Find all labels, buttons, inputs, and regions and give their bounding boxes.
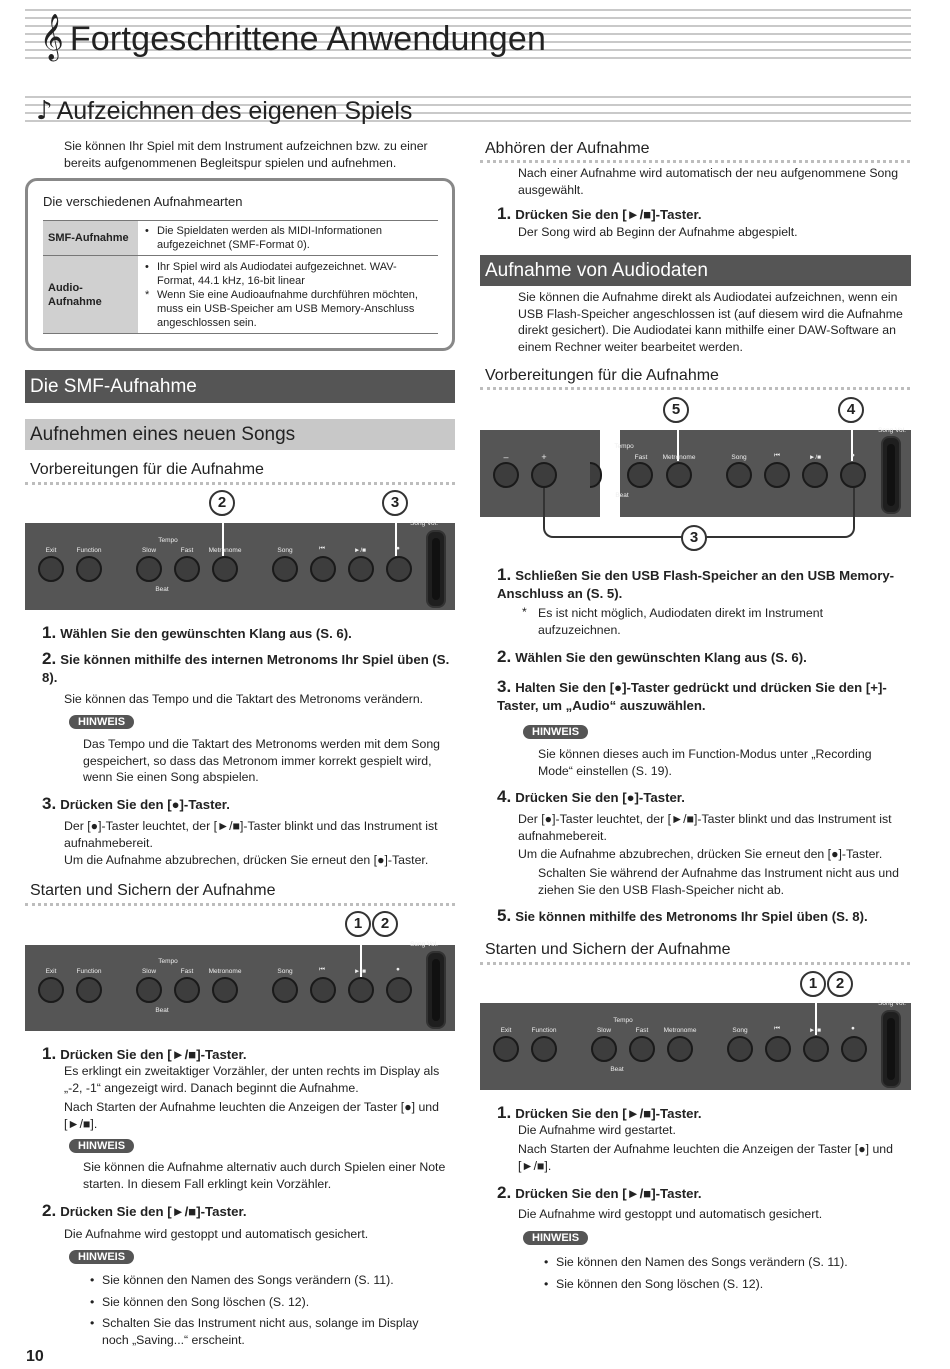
exit-button[interactable] — [38, 556, 64, 582]
metronome-button[interactable] — [667, 1036, 693, 1062]
label-songvol: Song Vol. — [410, 941, 438, 948]
label-exit: Exit — [45, 968, 57, 975]
listen-step-1-text: Der Song wird ab Beginn der Aufnahme abgespielt. — [518, 225, 798, 239]
callout-1: 1 — [345, 911, 371, 937]
label-fast: Fast — [180, 968, 194, 975]
left-step-3-text1: Der [●]-Taster leuchtet, der [►/■]-Taster blinkt und das Instrument ist aufnahmebereit. — [64, 819, 438, 850]
section-title — [36, 96, 412, 126]
label-beat: Beat — [155, 1007, 169, 1014]
step-text: Schließen Sie den USB Flash-Speicher an den USB Memory-Anschluss an (S. 5). — [497, 568, 895, 601]
hinweis-3-text: Sie können dieses auch im Function-Modus unter „Recording Mode“ einstellen (S. 19). — [538, 747, 872, 778]
label-function: Function — [76, 968, 102, 975]
hinweis-badge: HINWEIS — [69, 1139, 134, 1153]
metronome-button[interactable] — [212, 556, 238, 582]
song-volume-slider[interactable] — [881, 1010, 901, 1088]
rec-button[interactable] — [841, 1036, 867, 1062]
smf-desc: • Die Spieldaten werden als MIDI-Informationen aufgezeichnet (SMF-Format 0). — [143, 224, 433, 252]
step-text: Halten Sie den [●]-Taster gedrückt und drücken Sie den [+]-Taster, um „Audio“ auszuwählen. — [497, 680, 887, 713]
rec-button[interactable] — [386, 556, 412, 582]
audio-desc: • Ihr Spiel wird als Audiodatei aufgezeichnet. WAV-Format, 44.1 kHz, 16-bit linear — [143, 260, 433, 288]
left-step-3 — [42, 795, 452, 814]
step-number: 3. — [497, 677, 512, 696]
audio-heading: Aufnahme von Audiodaten — [480, 255, 911, 286]
list-item: • Sie können den Song löschen (S. 12). — [542, 1276, 902, 1293]
right-step-1-note: Es ist nicht möglich, Audiodaten direkt im Instrument aufzuzeichnen. — [538, 606, 824, 637]
right-step-2 — [497, 648, 912, 667]
hinweis-badge: HINWEIS — [523, 725, 588, 739]
prev-button[interactable] — [765, 1036, 791, 1062]
left-start-step-2 — [42, 1202, 452, 1221]
song-button[interactable] — [726, 462, 752, 488]
prev-button[interactable] — [310, 556, 336, 582]
hinweis-badge: HINWEIS — [69, 1250, 134, 1264]
step-number: 3. — [42, 794, 57, 813]
step-number: 1. — [497, 204, 512, 223]
left-start-step-1-text2: Nach Starten der Aufnahme leuchten die Anzeigen der Taster [●] und [►/■]. — [64, 1100, 439, 1131]
callout-1: 1 — [800, 971, 826, 997]
function-button[interactable] — [531, 1036, 557, 1062]
left-step-3-text2: Um die Aufnahme abzubrechen, drücken Sie erneut den [●]-Taster. — [64, 853, 429, 867]
right-step-4-text3: Schalten Sie während der Aufnahme das Instrument nicht aus und ziehen Sie den USB Flash-Speicher nicht ab. — [538, 866, 899, 897]
label-function: Function — [76, 547, 102, 554]
smf-heading: Die SMF-Aufnahme — [25, 370, 455, 403]
step-number: 1. — [497, 565, 512, 584]
left-step-2-text: Sie können das Tempo und die Taktart des Metronoms verändern. — [64, 692, 424, 706]
label-tempo: Tempo — [613, 1017, 633, 1024]
label-prev: ⏮ — [774, 452, 780, 459]
label-slow: Slow — [596, 1027, 612, 1034]
listen-heading: Abhören der Aufnahme — [485, 140, 650, 157]
plus-button[interactable] — [531, 462, 557, 488]
dotted-divider — [25, 903, 455, 906]
label-prev: ⏮ — [319, 966, 325, 973]
right-start-step-1-text2: Nach Starten der Aufnahme leuchten die Anzeigen der Taster [●] und [►/■]. — [518, 1142, 893, 1173]
label-fast: Fast — [180, 547, 194, 554]
function-button[interactable] — [76, 977, 102, 1003]
audio-intro: Sie können die Aufnahme direkt als Audiodatei aufzeichnen, wenn ein USB Flash-Speicher angeschlossen ist (auf diesem wird die Aufnahme direkt gesichert). Die Audiodatei kann mithilfe einer DAW-Software an einem Rechner weiter bearbeitet werden. — [518, 290, 903, 354]
music-note-icon: ♪ — [36, 96, 53, 126]
play-stop-button[interactable] — [802, 462, 828, 488]
label-slow: Slow — [141, 968, 157, 975]
callout-2: 2 — [372, 911, 398, 937]
step-text: Wählen Sie den gewünschten Klang aus (S. 6). — [515, 650, 807, 665]
label-rec: ● — [851, 1025, 855, 1032]
metronome-button[interactable] — [212, 977, 238, 1003]
callout-2: 2 — [209, 490, 235, 516]
partial-button — [590, 462, 602, 488]
fast-button[interactable] — [174, 977, 200, 1003]
label-playstop: ►/■ — [353, 547, 367, 554]
callout-3: 3 — [681, 525, 707, 551]
step-text: Sie können mithilfe des Metronoms Ihr Spiel üben (S. 8). — [515, 909, 868, 924]
left-start-step-1-text1: Es erklingt ein zweitaktiger Vorzähler, der unten rechts im Display als „-2, -1“ angezeigt wird. Danach beginnt die Aufnahme. — [64, 1064, 440, 1095]
song-button[interactable] — [727, 1036, 753, 1062]
step-number: 2. — [42, 1201, 57, 1220]
label-playstop: ►/■ — [353, 968, 367, 975]
dotted-divider — [480, 962, 910, 965]
left-start-heading: Starten und Sichern der Aufnahme — [30, 882, 276, 899]
step-text: Drücken Sie den [►/■]-Taster. — [515, 207, 702, 222]
label-tempo: Tempo — [614, 443, 634, 450]
modes-table — [43, 220, 438, 334]
right-start-step-2 — [497, 1184, 912, 1203]
label-beat: Beat — [615, 492, 629, 499]
label-metronome: Metronome — [662, 454, 696, 461]
label-slow: Slow — [141, 547, 157, 554]
fast-button[interactable] — [627, 462, 653, 488]
label-playstop: ►/■ — [808, 1027, 822, 1034]
left-prep-heading: Vorbereitungen für die Aufnahme — [30, 461, 264, 478]
label-rec: ● — [851, 452, 855, 459]
label-exit: Exit — [500, 1027, 512, 1034]
step-number: 4. — [497, 787, 512, 806]
label-rec: ● — [396, 966, 400, 973]
label-songvol: Song Vol. — [410, 520, 438, 527]
label-plus: + — [541, 452, 547, 462]
right-step-5 — [497, 907, 912, 926]
exit-button[interactable] — [493, 1036, 519, 1062]
label-beat: Beat — [610, 1066, 624, 1073]
label-beat: Beat — [155, 586, 169, 593]
prev-button[interactable] — [764, 462, 790, 488]
metronome-button[interactable] — [666, 462, 692, 488]
exit-button[interactable] — [38, 977, 64, 1003]
right-start-step-1-text1: Die Aufnahme wird gestartet. — [518, 1123, 676, 1137]
slow-button[interactable] — [136, 556, 162, 582]
step-text: Wählen Sie den gewünschten Klang aus (S. 6). — [60, 626, 352, 641]
label-metronome: Metronome — [208, 968, 242, 975]
song-volume-slider[interactable] — [426, 951, 446, 1029]
slow-button[interactable] — [136, 977, 162, 1003]
song-button[interactable] — [272, 556, 298, 582]
step-text: Drücken Sie den [●]-Taster. — [515, 790, 685, 805]
step-number: 1. — [42, 1044, 57, 1063]
star-marker: * — [522, 605, 527, 619]
prev-button[interactable] — [310, 977, 336, 1003]
label-metronome: Metronome — [208, 547, 242, 554]
label-songvol: Song Vol. — [878, 1000, 906, 1007]
function-button[interactable] — [76, 556, 102, 582]
dotted-divider — [480, 160, 910, 163]
label-song: Song — [732, 1027, 748, 1034]
song-volume-slider[interactable] — [426, 530, 446, 608]
callout-5: 5 — [663, 397, 689, 423]
play-stop-button[interactable] — [348, 977, 374, 1003]
right-step-4-text1: Der [●]-Taster leuchtet, der [►/■]-Taster blinkt und das Instrument ist aufnahmebereit. — [518, 812, 892, 843]
right-step-4-text2: Um die Aufnahme abzubrechen, drücken Sie erneut den [●]-Taster. — [518, 847, 883, 861]
rec-button[interactable] — [386, 977, 412, 1003]
left-step-1 — [42, 624, 452, 643]
hinweis-badge: HINWEIS — [69, 715, 134, 729]
label-metronome: Metronome — [663, 1027, 697, 1034]
label-fast: Fast — [635, 1027, 649, 1034]
page-number: 10 — [26, 1348, 44, 1365]
play-stop-button[interactable] — [803, 1036, 829, 1062]
fast-button[interactable] — [174, 556, 200, 582]
right-start-heading: Starten und Sichern der Aufnahme — [485, 941, 731, 958]
label-fast: Fast — [634, 454, 648, 461]
right-step-3 — [497, 678, 912, 715]
play-stop-button[interactable] — [348, 556, 374, 582]
hinweis-2-text: Sie können die Aufnahme alternativ auch durch Spielen einer Note starten. In diesem Fall erklingt kein Vorzähler. — [83, 1160, 446, 1191]
step-text: Drücken Sie den [►/■]-Taster. — [515, 1106, 702, 1121]
list-item: • Sie können den Namen des Songs verändern (S. 11). — [542, 1254, 902, 1271]
step-number: 2. — [497, 647, 512, 666]
callout-2: 2 — [827, 971, 853, 997]
intro-text: Sie können Ihr Spiel mit dem Instrument aufzeichnen bzw. zu einer bereits aufgenommenen Begleitspur spielen und aufnehmen. — [64, 139, 428, 170]
right-start-step-2-text: Die Aufnahme wird gestoppt und automatisch gesichert. — [518, 1207, 823, 1221]
modes-box-title: Die verschiedenen Aufnahmearten — [43, 194, 243, 209]
treble-clef-icon: 𝄞 — [40, 14, 64, 60]
section-title-text: Aufzeichnen des eigenen Spiels — [56, 97, 413, 125]
label-song: Song — [277, 547, 293, 554]
label-song: Song — [731, 454, 747, 461]
slow-button[interactable] — [591, 1036, 617, 1062]
step-text: Drücken Sie den [●]-Taster. — [60, 797, 230, 812]
audio-note: * Wenn Sie eine Audioaufnahme durchführen möchten, muss ein USB-Speicher am USB Memory-Anschluss angeschlossen sein. — [143, 288, 433, 330]
list-item: • Schalten Sie das Instrument nicht aus, solange im Display noch „Saving...“ erscheint. — [88, 1315, 448, 1348]
right-prep-heading: Vorbereitungen für die Aufnahme — [485, 367, 719, 384]
left-start-step-1 — [42, 1045, 452, 1064]
label-function: Function — [531, 1027, 557, 1034]
right-bullets — [542, 1254, 902, 1292]
hinweis-badge: HINWEIS — [523, 1231, 588, 1245]
dotted-divider — [480, 387, 910, 390]
step-number: 5. — [497, 906, 512, 925]
dotted-divider — [25, 482, 455, 485]
label-prev: ⏮ — [319, 545, 325, 552]
song-button[interactable] — [272, 977, 298, 1003]
list-item: • Sie können den Namen des Songs verändern (S. 11). — [88, 1272, 448, 1289]
step-text: Drücken Sie den [►/■]-Taster. — [60, 1047, 247, 1062]
song-volume-slider[interactable] — [881, 436, 901, 514]
callout-4: 4 — [838, 397, 864, 423]
page-title-text: Fortgeschrittene Anwendungen — [69, 20, 547, 58]
rec-button[interactable] — [840, 462, 866, 488]
right-step-4 — [497, 788, 912, 807]
label-tempo: Tempo — [158, 537, 178, 544]
label-prev: ⏮ — [774, 1025, 780, 1032]
listen-step-1 — [497, 205, 907, 224]
page-title — [40, 14, 546, 60]
step-number: 2. — [42, 649, 57, 668]
step-text: Drücken Sie den [►/■]-Taster. — [60, 1204, 247, 1219]
hinweis-1-text: Das Tempo und die Taktart des Metronoms werden mit dem Song gespeichert, so dass das Metronom immer korrekt gespielt wird, wenn Sie einen Song abspielen. — [83, 737, 441, 784]
left-start-step-2-text: Die Aufnahme wird gestoppt und automatisch gesichert. — [64, 1227, 369, 1241]
step-number: 1. — [497, 1103, 512, 1122]
step-number: 1. — [42, 623, 57, 642]
label-song: Song — [277, 968, 293, 975]
right-step-1 — [497, 566, 912, 603]
listen-text: Nach einer Aufnahme wird automatisch der neu aufgenommene Song ausgewählt. — [518, 166, 899, 197]
left-bullets — [88, 1272, 448, 1348]
step-text: Drücken Sie den [►/■]-Taster. — [515, 1186, 702, 1201]
smf-label: SMF-Aufnahme — [43, 221, 138, 256]
step-text: Sie können mithilfe des internen Metronoms Ihr Spiel üben (S. 8). — [42, 652, 450, 685]
label-rec: ● — [396, 545, 400, 552]
new-song-heading: Aufnehmen eines neuen Songs — [25, 419, 455, 450]
list-item: • Sie können den Song löschen (S. 12). — [88, 1294, 448, 1311]
right-start-step-1 — [497, 1104, 912, 1123]
label-playstop: ►/■ — [808, 454, 822, 461]
left-step-2 — [42, 650, 452, 687]
step-number: 2. — [497, 1183, 512, 1202]
label-minus: – — [503, 452, 509, 462]
label-songvol: Song Vol. — [878, 427, 906, 434]
callout-3: 3 — [382, 490, 408, 516]
audio-label: Audio-Aufnahme — [43, 256, 138, 334]
minus-button[interactable] — [493, 462, 519, 488]
label-exit: Exit — [45, 547, 57, 554]
label-tempo: Tempo — [158, 958, 178, 965]
fast-button[interactable] — [629, 1036, 655, 1062]
